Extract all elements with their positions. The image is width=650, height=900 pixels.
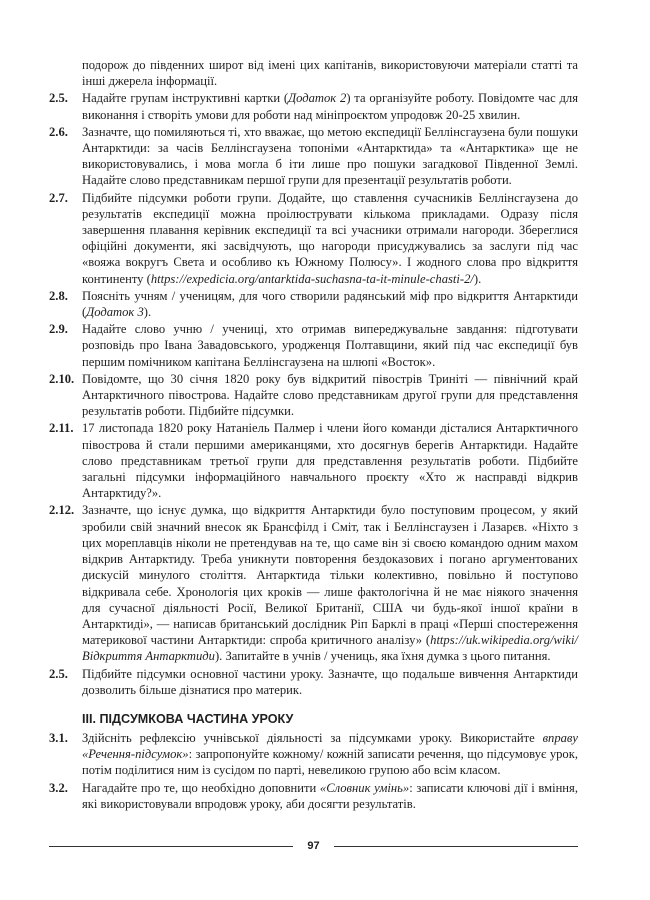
paragraph-continuation: подорож до південних широт від імені цих капітанів, використовуючи матеріали статті та інші джерела інформації.	[82, 58, 578, 89]
item-number: 3.2.	[49, 780, 68, 795]
list-item	[49, 730, 578, 779]
list-item	[49, 502, 578, 664]
item-number: 2.7.	[49, 190, 68, 205]
section-heading: ІІІ. ПІДСУМКОВА ЧАСТИНА УРОКУ	[82, 711, 294, 726]
list-item	[49, 288, 578, 320]
list-item	[49, 124, 578, 189]
item-number: 2.10.	[49, 371, 75, 386]
item-text: Підбийте підсумки роботи групи. Додайте, що ставлення сучасників Беллінсгаузена до результатів експедиції можна проілюструвати кількома прикладами. Одразу після завершення плавання керівник експедиції та всі учасники отримали нагороди. Збереглися офіційні документи, які засвідчують, що нагороди присуджувались за заслуги під час «вояжа вокругъ Света и особливо къ Южному Полюсу». І жодного слова про відкриття континенту (https://expedicia.org/antarktida-suchasna-ta-it-minule-chasti-2/).	[82, 190, 578, 286]
item-text: Здійсніть рефлексію учнівської діяльності за підсумками уроку. Використайте вправу «Речення-підсумок»: запропонуйте кожному/ кожній записати речення, що підсумовує урок, потім поділитися ним із сусідом по парті, невеликою групою або всім класом.	[82, 730, 578, 778]
item-number: 2.9.	[49, 322, 68, 337]
list-item	[49, 666, 578, 698]
list-item	[49, 420, 578, 501]
list-item	[49, 780, 578, 812]
item-text: Надайте слово учню / учениці, хто отримав випереджувальне завдання: підготувати розповідь про Івана Завадовського, уродженця Полтавщини, який під час експедиції був першим помічником капітана Беллінсгаузена на шлюпі «Восток».	[82, 322, 578, 369]
item-text: Повідомте, що 30 січня 1820 року був відкритий півострів Триніті — північний край Антарктичного півострова. Надайте слово представникам другої групи для представлення результатів роботи. Підбийте підсумки.	[82, 371, 578, 419]
footer-rule-left	[49, 846, 293, 847]
item-number: 2.8.	[49, 288, 68, 303]
item-number: 2.5.	[49, 91, 68, 106]
item-number: 2.11.	[49, 421, 74, 436]
list-item	[49, 90, 578, 122]
list-item	[49, 371, 578, 420]
item-text: Зазначте, що помиляються ті, хто вважає, що метою експедиції Беллінсгаузена були пошуки Антарктиди: за часів Беллінсгаузена топоніми «Антарктида» та «Антарктика» ще не використовувались, і мова могла б іти лише про пошуки загадкової Південної Землі. Надайте слово представникам першої групи для презентації результатів роботи.	[82, 124, 578, 188]
item-text: Підбийте підсумки основної частини уроку. Зазначте, що подальше вивчення Антарктиди дозволить більше дізнатися про материк.	[82, 666, 578, 697]
item-text: Зазначте, що існує думка, що відкриття Антарктиди було поступовим процесом, у який зробили свій значний внесок як Брансфілд і Сміт, так і Беллінсгаузен і Лазарєв. «Ніхто з цих мореплавців ніколи не претендував на те, що саме він зі своєю командою одним махом відкрив Антарктиду. Треба уникнути повторення бездоказових і погано аргументованих дискусій минулого століття. Антарктида тільки колективно, повільно й поступово відкривала себе. Хронологія цих кроків — лише фактологічна й не має ніякого значення для сучасної діяльності Росії, Великої Британії, США чи будь-якої іншої країни в Антарктиді», — написав британський дослідник Ріп Барклі в праці «Перші спостереження материкової частини Антарктиди: спроба критичного аналізу» (https://uk.wikipedia.org/wiki/ Відкриття Антарктиди). Запитайте в учнів / учениць, яка їхня думка з цього питання.	[82, 503, 578, 664]
item-text: 17 листопада 1820 року Натаніель Палмер і члени його команди дісталися Антарктичного півострова й стали першими американцями, хто досягнув берегів Антарктиди. Надайте слово представникам третьої групи для представлення результатів роботи. Підбийте загальні підсумки інформаційного навчального проєкту «Хто ж насправді відкрив Антарктиду?».	[82, 421, 578, 501]
item-text: Поясніть учням / ученицям, для чого створили радянський міф про відкриття Антарктиди (Додаток 3).	[82, 288, 578, 320]
item-text: Нагадайте про те, що необхідно доповнити «Словник умінь»: записати ключові дії і вміння, які використовували впродовж уроку, аби досягти результатів.	[82, 780, 578, 811]
page-number: 97	[307, 840, 320, 852]
footer-rule-right	[334, 846, 578, 847]
list-item	[49, 321, 578, 370]
item-number: 2.6.	[49, 124, 68, 139]
list-item	[49, 190, 578, 287]
page-footer	[49, 840, 578, 852]
item-text: Надайте групам інструктивні картки (Додаток 2) та організуйте роботу. Повідомте час для виконання і створіть умови для роботи над мініпроєктом упродовж 20-25 хвилин.	[82, 91, 578, 122]
item-number: 2.12.	[49, 503, 75, 518]
item-number: 2.5.	[49, 666, 68, 681]
item-number: 3.1.	[49, 730, 68, 745]
